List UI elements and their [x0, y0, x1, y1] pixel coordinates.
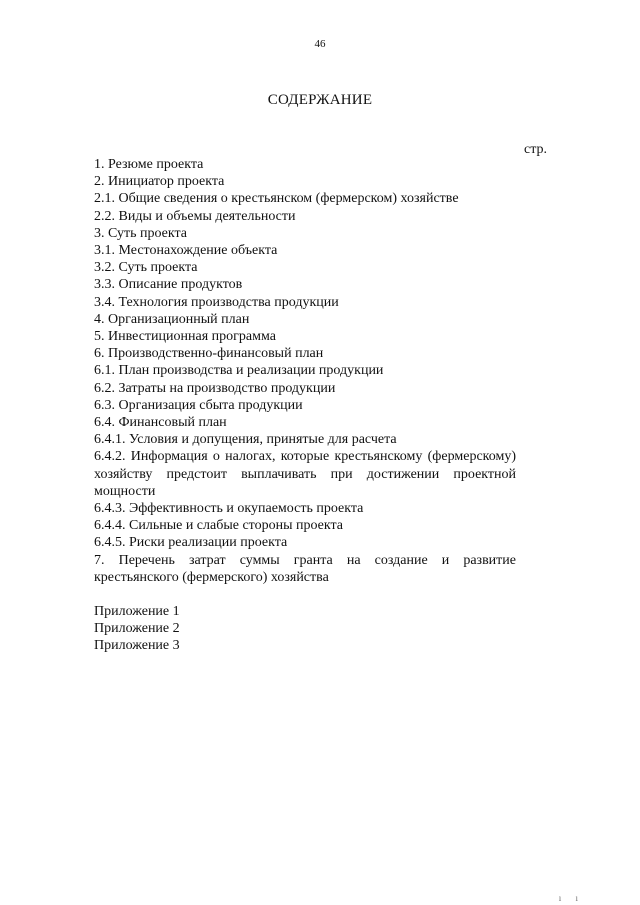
toc-entry: 6. Производственно-финансовый план: [94, 346, 324, 362]
page-number: 46: [314, 38, 326, 50]
toc-entry: 6.4.4. Сильные и слабые стороны проекта: [94, 518, 344, 534]
toc-entry: 7. Перечень затрат суммы гранта на создание и развитие крестьянского (фермерского) хозяйства: [94, 552, 516, 585]
toc-entry: 5. Инвестиционная программа: [94, 329, 276, 345]
toc-entry: 2.1. Общие сведения о крестьянском (фермерском) хозяйстве: [94, 191, 459, 207]
toc-entry: 3. Суть проекта: [94, 225, 187, 241]
toc-entry: 2. Инициатор проекта: [94, 174, 225, 190]
page-title: СОДЕРЖАНИЕ: [267, 92, 373, 108]
toc-entry: 3.1. Местонахождение объекта: [94, 243, 278, 259]
toc-entry: 6.4.2. Информация о налогах, которые крестьянскому (фермерскому) хозяйству предстоит выплачивать при достижении проектной мощности: [94, 449, 516, 499]
toc-entry: 2.2. Виды и объемы деятельности: [94, 208, 296, 224]
appendix-entry: Приложение 1: [94, 604, 180, 619]
appendix-list: [94, 603, 180, 655]
toc-entry: 6.3. Организация сбыта продукции: [94, 397, 303, 413]
appendix-entry: Приложение 2: [94, 621, 180, 637]
toc-entry: 6.2. Затраты на производство продукции: [94, 380, 336, 396]
toc-entry: 6.4.1. Условия и допущения, принятые для расчета: [94, 432, 397, 448]
scan-marks: ı ı: [558, 893, 584, 903]
toc-entry: 6.4.5. Риски реализации проекта: [94, 535, 288, 551]
toc-entry: 1. Резюме проекта: [94, 157, 204, 172]
appendix-entry: Приложение 3: [94, 638, 180, 654]
toc-entry: 3.3. Описание продуктов: [94, 277, 243, 293]
toc-entry: 3.4. Технология производства продукции: [94, 294, 339, 310]
toc-entry: 4. Организационный план: [94, 311, 250, 327]
toc-entry: 6.4. Финансовый план: [94, 415, 227, 431]
page-column-label: стр.: [524, 142, 548, 157]
toc-entry: 6.1. План производства и реализации продукции: [94, 363, 384, 379]
toc-entry: 3.2. Суть проекта: [94, 260, 198, 276]
toc-entry: 6.4.3. Эффективность и окупаемость проекта: [94, 501, 364, 517]
table-of-contents: [94, 156, 516, 586]
